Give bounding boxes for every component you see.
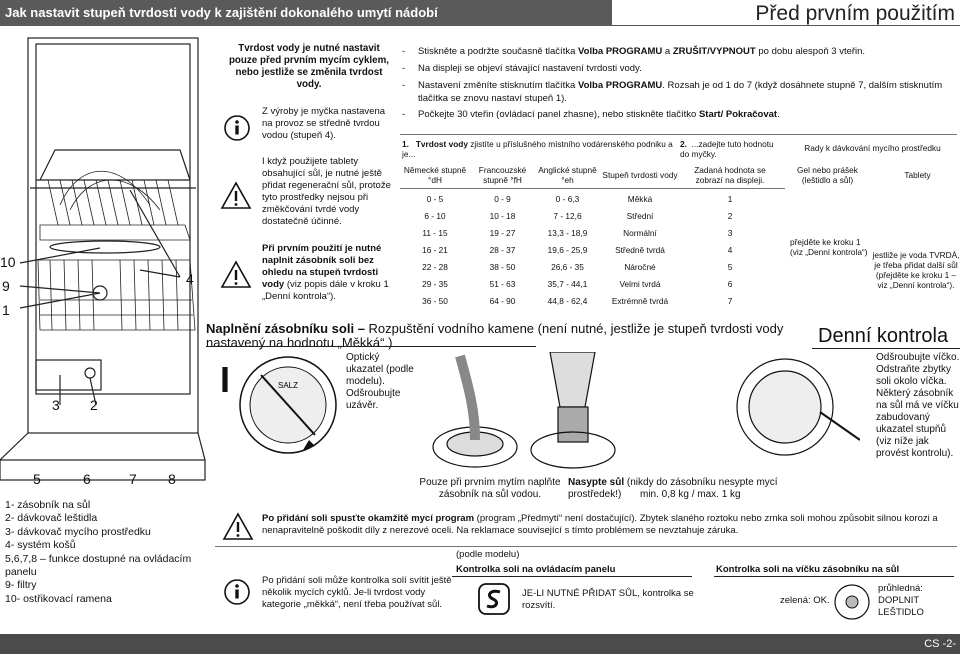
- table-cell: Extrémně tvrdá: [611, 295, 669, 306]
- salt-fill-caption: Nasypte sůl (nikdy do zásobníku nesypte mycí prostředek!): [568, 477, 778, 500]
- warning-icon: [220, 259, 252, 289]
- table-cell: 35,7 - 44,1: [547, 278, 588, 289]
- salt-indicator-icon: [478, 583, 510, 615]
- step-3: - Nastavení změníte stisknutím tlačítka Volba PROGRAMU. Rozsah je od 1 do 7 (když dosáhnete stupně 7, dalším stisknutím tlačítka se znovu nastaví stupeň 1).: [402, 80, 943, 104]
- table-cell: 2: [727, 210, 733, 221]
- table-cell: 13,3 - 18,9: [547, 227, 588, 238]
- table-cell: 5: [727, 261, 733, 272]
- table-cell: 6: [727, 278, 733, 289]
- lid-indicator-title: Kontrolka soli na víčku zásobníku na sůl: [716, 564, 900, 575]
- table-cell: 28 - 37: [489, 244, 516, 255]
- indicator-note: Optický ukazatel (podle modelu). Odšroubujte uzávěr.: [346, 352, 414, 411]
- page-header-left: Jak nastavit stupeň tvrdosti vody k zajištění dokonalého umytí nádobí: [0, 0, 612, 26]
- callout-6: 6: [83, 471, 91, 487]
- legend-item: 5,6,7,8 – funkce dostupné na ovládacím panelu: [5, 552, 192, 579]
- warning-icon: [222, 511, 254, 541]
- callout-7: 7: [129, 471, 137, 487]
- table-cell: 11 - 15: [422, 227, 448, 238]
- salt-cap-illustration: [233, 350, 343, 460]
- table-header-row: Německé stupně °dH Francouzské stupně °fH Anglické stupně °eh Stupeň tvrdosti vody Zadaná hodnota se zobrazí na displeji. Gel nebo prášek (leštidlo a sůl) Tablety: [403, 165, 931, 185]
- table-cell: 1: [727, 193, 733, 204]
- legend-item: 10- ostřikovací ramena: [5, 592, 112, 605]
- step-1: - Stiskněte a podržte současně tlačítka Volba PROGRAMU a ZRUŠIT/VYPNOUT po dobu alespoň 3 vteřin.: [402, 46, 866, 57]
- legend-item: 2- dávkovač leštidla: [5, 512, 98, 525]
- table-row: [400, 207, 960, 224]
- table-row: [400, 190, 960, 207]
- table-cell: 4: [727, 244, 733, 255]
- table-cell: 29 - 35: [422, 278, 448, 289]
- table-cell: 16 - 21: [422, 244, 448, 255]
- salt-fill-illustrations: [420, 352, 860, 474]
- salt-section-title: Naplnění zásobníku soli – Rozpuštění vodního kamene (není nutné, jestliže je stupeň tvrdosti vody nastavený na hodnotu „Měkká“.): [206, 321, 784, 350]
- callout-4: 4: [186, 271, 194, 287]
- table-cell: 10 - 18: [489, 210, 516, 221]
- salt-light-info: Po přidání soli může kontrolka solí svítit ještě několik mycích cyklů. Je-li tvrdost vody kategorie „měkká“, není třeba používat sůl.: [262, 575, 452, 610]
- table-cell: Střední: [626, 210, 654, 221]
- page-number: CS -2-: [0, 634, 960, 654]
- spray-arm: [50, 241, 160, 253]
- legend-item: 4- systém košů: [5, 539, 76, 552]
- table-step2-heading: 2. ...zadejte tuto hodnotu do myčky.: [680, 139, 774, 159]
- tablets-salt-warning: I když použijete tablety obsahující sůl, je nutné ještě přidat regenerační sůl, protože tyto prostředky nejsou při změkčování tvrdé vody dostatečně účinné.: [262, 156, 391, 227]
- table-dosage-heading: Rady k dávkování mycího prostředku: [804, 143, 941, 153]
- info-icon: [222, 113, 252, 143]
- steps-list: [402, 45, 957, 121]
- first-use-warning-bold: Při prvním použití je nutné naplnit zásobník soli bez ohledu na stupeň tvrdosti vody: [262, 243, 382, 290]
- salt-amount: min. 0,8 kg / max. 1 kg: [640, 489, 741, 500]
- lower-basket: [38, 260, 195, 330]
- model-note: (podle modelu): [456, 549, 520, 560]
- callout-3: 3: [52, 397, 60, 413]
- daily-check-text: Odšroubujte víčko. Odstraňte zbytky soli okolo víčka. Některý zásobník na sůl má ve víčku zabudovaný ukazatel stupňů (viz níže jak provést kontrolu).: [876, 352, 960, 459]
- table-cell: 7 - 12,6: [553, 210, 582, 221]
- table-cell: 3: [727, 227, 733, 238]
- callout-2: 2: [90, 397, 98, 413]
- callout-10: 10: [0, 254, 16, 270]
- table-row: [400, 224, 960, 241]
- callout-1: 1: [2, 302, 10, 318]
- indicator-transparent: průhledná: DOPLNIT LEŠTIDLO: [878, 583, 924, 618]
- indicator-green: zelená: OK.: [780, 595, 830, 606]
- cap-text: SALZ: [277, 381, 299, 390]
- table-cell: 19,6 - 25,9: [547, 244, 588, 255]
- tablet-note: jestliže je voda TVRDÁ, je třeba přidat další sůl (přejděte ke kroku 1 – viz „Denní kontrola“).: [872, 250, 960, 290]
- callout-5: 5: [33, 471, 41, 487]
- table-cell: 0 - 6,3: [555, 193, 580, 204]
- first-use-warning-rest: (viz popis dále v kroku 1 „Denní kontrola“).: [262, 279, 389, 302]
- dishwasher-diagram: [0, 30, 210, 490]
- table-cell: Velmi tvrdá: [619, 278, 661, 289]
- step-numeral: I: [220, 359, 231, 400]
- table-step1-heading: 1. Tvrdost vody zjistíte u příslušného místního vodárenského podniku a je...: [402, 139, 673, 159]
- legend-item: 1- zásobník na sůl: [5, 499, 91, 511]
- factory-setting-note: Z výroby je myčka nastavena na provoz se středně tvrdou vodou (stupeň 4).: [262, 106, 386, 141]
- table-cell: 7: [727, 295, 733, 306]
- table-cell: Středně tvrdá: [615, 244, 665, 255]
- panel-indicator-title: Kontrolka soli na ovládacím panelu: [456, 564, 616, 575]
- daily-check-title: Denní kontrola: [818, 325, 949, 347]
- warning-icon: [220, 180, 252, 210]
- table-cell: 0 - 9: [494, 193, 511, 204]
- lid-indicator-icon: [832, 582, 872, 622]
- panel-indicator-text: JE-LI NUTNÉ PŘIDAT SŮL, kontrolka se rozsvítí.: [522, 588, 694, 611]
- table-cell: 6 - 10: [424, 210, 446, 221]
- table-cell: 64 - 90: [489, 295, 516, 306]
- table-cell: 36 - 50: [422, 295, 448, 306]
- table-cell: Náročné: [624, 261, 656, 272]
- table-cell: 19 - 27: [489, 227, 516, 238]
- table-cell: 22 - 28: [422, 261, 448, 272]
- info-icon: [222, 577, 252, 607]
- water-pour-caption: Pouze při prvním mytím naplňte zásobník na sůl vodou.: [419, 477, 561, 500]
- table-cell: 0 - 5: [426, 193, 444, 204]
- step-4: - Počkejte 30 vteřin (ovládací panel zhasne), nebo stiskněte tlačítko Start/ Pokračovat.: [402, 109, 780, 120]
- step-2: - Na displeji se objeví stávající nastavení tvrdosti vody.: [402, 63, 642, 74]
- legend-item: 3- dávkovač mycího prostředku: [5, 525, 151, 538]
- gel-note: přejděte ke kroku 1 (viz „Denní kontrola“): [790, 237, 868, 257]
- table-cell: 44,8 - 62,4: [547, 295, 588, 306]
- callout-8: 8: [168, 471, 176, 487]
- intro-bold-text: Tvrdost vody je nutné nastavit pouze před prvním mycím cyklem, nebo jestliže se změnila tvrdost vody.: [228, 43, 390, 90]
- callout-9: 9: [2, 278, 10, 294]
- rinse-aid-dispenser: [85, 368, 95, 378]
- table-row: [400, 292, 960, 309]
- dishwasher-body: [28, 38, 198, 433]
- page-header-right: Před prvním použitím: [612, 0, 960, 26]
- table-cell: 26,6 - 35: [551, 261, 584, 272]
- diagram-legend: [5, 499, 205, 606]
- table-cell: 51 - 63: [489, 278, 516, 289]
- table-cell: 38 - 50: [489, 261, 516, 272]
- corrosion-warning: Po přidání soli spusťte okamžitě mycí program (program „Předmytí“ není dostačující). Zbytek slaného roztoku nebo zrnka soli mohou způsobit silnou korozi a nenapravitelně poškodit díly z nerezové oceli. Na reklamace související s tímto problémem se nevztahuje záruka.: [262, 513, 938, 536]
- table-cell: Měkká: [627, 193, 653, 204]
- first-use-warning: [262, 243, 394, 303]
- table-cell: Normální: [623, 227, 657, 238]
- upper-basket: [30, 150, 196, 188]
- legend-item: 9- filtry: [5, 579, 37, 592]
